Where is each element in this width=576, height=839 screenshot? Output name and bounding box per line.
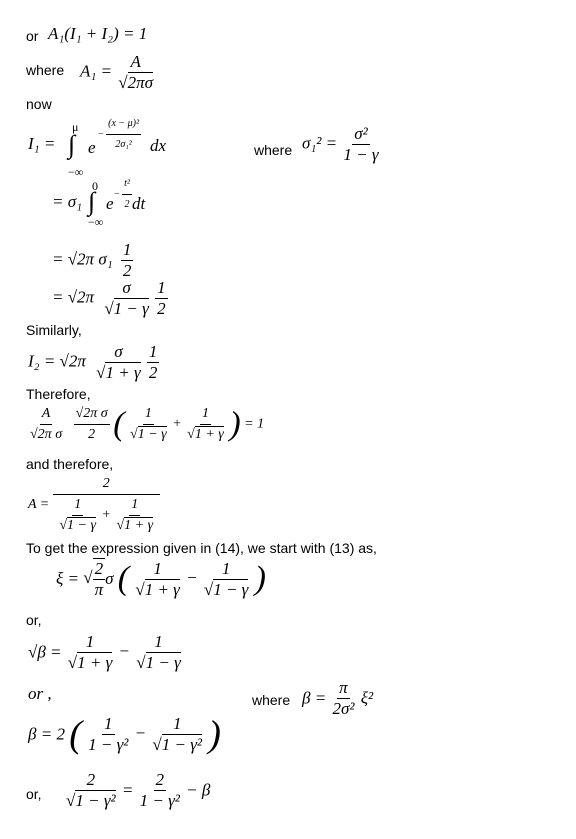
beta-two-one-b: 1: [172, 714, 182, 733]
i1-e: e: [88, 138, 96, 157]
text-similarly: Similarly,: [26, 322, 82, 338]
a1-numerator: A: [130, 52, 141, 71]
i1-exponent: − $\frac{\text{(x − μ)²}}{\text{2σ₁²}}$: [98, 114, 141, 155]
i1-upper-limit: μ: [72, 120, 79, 134]
xi-one-b: 1: [221, 558, 231, 578]
i2-num: σ: [114, 342, 123, 361]
therefore-den1: √2π σ: [30, 427, 63, 442]
step1-lower: −∞: [88, 215, 104, 229]
step1-exponent: − $\frac{\text{t²}}{2}$: [114, 174, 132, 215]
text-to-get: To get the expression given in (14), we start with (13) as,: [26, 540, 377, 556]
a-den-b: 1 + γ: [124, 518, 154, 533]
xi-minus: −: [186, 567, 198, 587]
a-one-a: 1: [72, 495, 83, 516]
therefore-den4: 1 + γ: [194, 427, 224, 442]
step1-integral: ∫: [88, 187, 96, 216]
step2-half-num: 1: [122, 240, 132, 259]
a-one-b: 1: [129, 495, 140, 516]
step1-exp-num: t²: [122, 174, 132, 195]
i2-equation: I₂ = √2π $\frac{\sigma}{√1 + \gamma}$ $\frac{1}{2}$: [28, 342, 158, 382]
beta-two-den-b: 1 − γ²: [161, 735, 202, 754]
a-den-a: 1 − γ: [67, 518, 97, 533]
text-or: or: [26, 28, 39, 44]
final-minus-beta: − β: [186, 780, 211, 800]
step2: [52, 240, 133, 281]
therefore-one-a: 1: [143, 404, 154, 425]
i2-half-num: 1: [148, 342, 158, 361]
text-or-3: or ,: [28, 684, 52, 703]
text-therefore: Therefore,: [26, 386, 91, 402]
sqrt-beta-one-a: 1: [85, 632, 95, 651]
therefore-one-b: 1: [200, 404, 211, 425]
therefore-den2: 2: [88, 427, 96, 442]
i1-dx: dx: [150, 136, 167, 155]
beta-two-lhs: β = 2: [28, 724, 65, 744]
sqrt-beta-lhs: √β =: [28, 642, 62, 662]
i1-exp-den: 2σ₁²: [115, 139, 132, 150]
step1-lhs: = σ₁: [52, 192, 83, 211]
equation-a1-sum: A₁(I₁ + I₂) = 1: [48, 24, 148, 43]
step3-half-num: 1: [157, 278, 166, 297]
xi-sigma: σ: [105, 569, 114, 588]
a-equation: A = 2 $\frac{1}{√1 - \gamma}$ + $\frac{1}{√1 + \gamma}$: [28, 474, 160, 536]
sigma1-num: σ²: [354, 124, 368, 143]
therefore-den3: 1 − γ: [137, 427, 167, 442]
step3-half-den: 2: [157, 299, 166, 318]
therefore-eq-one: = 1: [244, 416, 265, 432]
xi-pi: π: [94, 580, 104, 599]
beta-two-equation: β = 2 ( $\frac{1}{\text{1 − γ²}}$ − $\frac{1}{\text{√1 − γ²}}$ ): [28, 713, 221, 756]
i2-lhs: I₂ = √2π: [28, 351, 86, 371]
step3-den: 1 − γ: [113, 299, 149, 318]
step3-num: σ: [122, 278, 131, 297]
a-lhs: A =: [28, 497, 50, 512]
text-where-3: where: [252, 692, 291, 708]
final-den-a: 1 − γ²: [75, 791, 116, 810]
therefore-a: A: [40, 404, 53, 425]
text-or-2: or,: [26, 612, 42, 628]
sigma1-def: [302, 124, 381, 165]
sigma1-lhs: σ₁² =: [302, 133, 338, 153]
text-or-4: or,: [26, 786, 42, 802]
step2-lhs: = √2π σ₁: [52, 249, 113, 269]
text-where: where: [26, 62, 65, 78]
beta-def-xi2: ξ²: [360, 688, 374, 708]
beta-def-num: π: [339, 678, 348, 697]
beta-two-one-a: 1: [104, 714, 113, 733]
xi-two: 2: [94, 559, 104, 578]
step1-e: e: [106, 194, 114, 213]
a1-den-radicand: 2πσ: [127, 73, 154, 92]
xi-lhs: ξ =: [56, 569, 80, 588]
final-num-b: 2: [155, 770, 164, 789]
step2-half-den: 2: [122, 261, 132, 280]
beta-def: [302, 678, 373, 719]
beta-def-lhs: β =: [302, 688, 327, 708]
sqrt-beta-one-b: 1: [154, 632, 163, 651]
therefore-num2: √2π σ: [74, 404, 110, 425]
step1-dt: dt: [132, 194, 146, 213]
text-and-therefore: and therefore,: [26, 456, 114, 472]
step1-upper: 0: [92, 179, 98, 193]
a1-fraction: [116, 52, 155, 93]
beta-two-den-a: 1 − γ²: [88, 735, 129, 754]
equation-a1-def: [80, 52, 155, 93]
step3-lhs: = √2π: [52, 287, 95, 307]
a1-denominator: √2πσ: [118, 73, 154, 92]
text-where-2: where: [254, 142, 293, 158]
i1-exp-num: (x − μ)²: [106, 114, 141, 135]
sqrt-beta-equation: √β = $\frac{1}{√1 + \gamma}$ − $\frac{1}{√1 - \gamma}$: [28, 632, 181, 672]
xi-den-b: 1 − γ: [213, 579, 249, 599]
xi-den-a: 1 + γ: [144, 579, 180, 599]
sigma1-den: 1 − γ: [343, 145, 379, 164]
step3: = √2π $\frac{\sigma}{√1 - \gamma}$ $\frac{1}{2}$: [52, 278, 166, 318]
final-den-b: 1 − γ²: [139, 791, 180, 810]
xi-one-a: 1: [153, 558, 162, 578]
i1-lower-limit: −∞: [68, 165, 84, 179]
beta-two-minus: −: [134, 723, 147, 743]
a1-lhs: A₁ =: [80, 61, 113, 81]
i2-half-den: 2: [148, 363, 158, 382]
xi-equation: ξ = √ $\frac{2}{\pi}$ σ ( $\frac{1}{√1 + \gamma}$ − $\frac{1}{√1 - \gamma}$ ): [56, 558, 266, 599]
sqrt-beta-minus: −: [118, 641, 131, 661]
therefore-equation: $\frac{A}{\text{√2π σ}}$ $\frac{\text{√2π σ}}{2}$ ( $\frac{1}{√1 - \gamma}$ + $\frac{1}{√1 + \gamma}$ ) = 1: [28, 404, 264, 445]
therefore-plus: +: [172, 416, 182, 432]
final-num-a: 2: [86, 770, 96, 789]
sqrt-beta-den-a: 1 + γ: [77, 653, 113, 672]
a-plus: +: [101, 507, 111, 523]
sqrt-beta-den-b: 1 − γ: [145, 653, 181, 672]
step1-exp-den: 2: [124, 199, 130, 210]
a-num: 2: [53, 474, 160, 495]
beta-def-den: 2σ²: [332, 699, 355, 718]
text-now: now: [26, 96, 52, 112]
final-equation: $\frac{2}{\text{√1 − γ²}}$ = $\frac{2}{\text{1 − γ²}}$ − β: [66, 770, 211, 810]
i2-den: 1 + γ: [105, 363, 141, 382]
integral-sign: ∫: [68, 130, 76, 159]
i1-lhs: I₁ =: [28, 134, 56, 153]
